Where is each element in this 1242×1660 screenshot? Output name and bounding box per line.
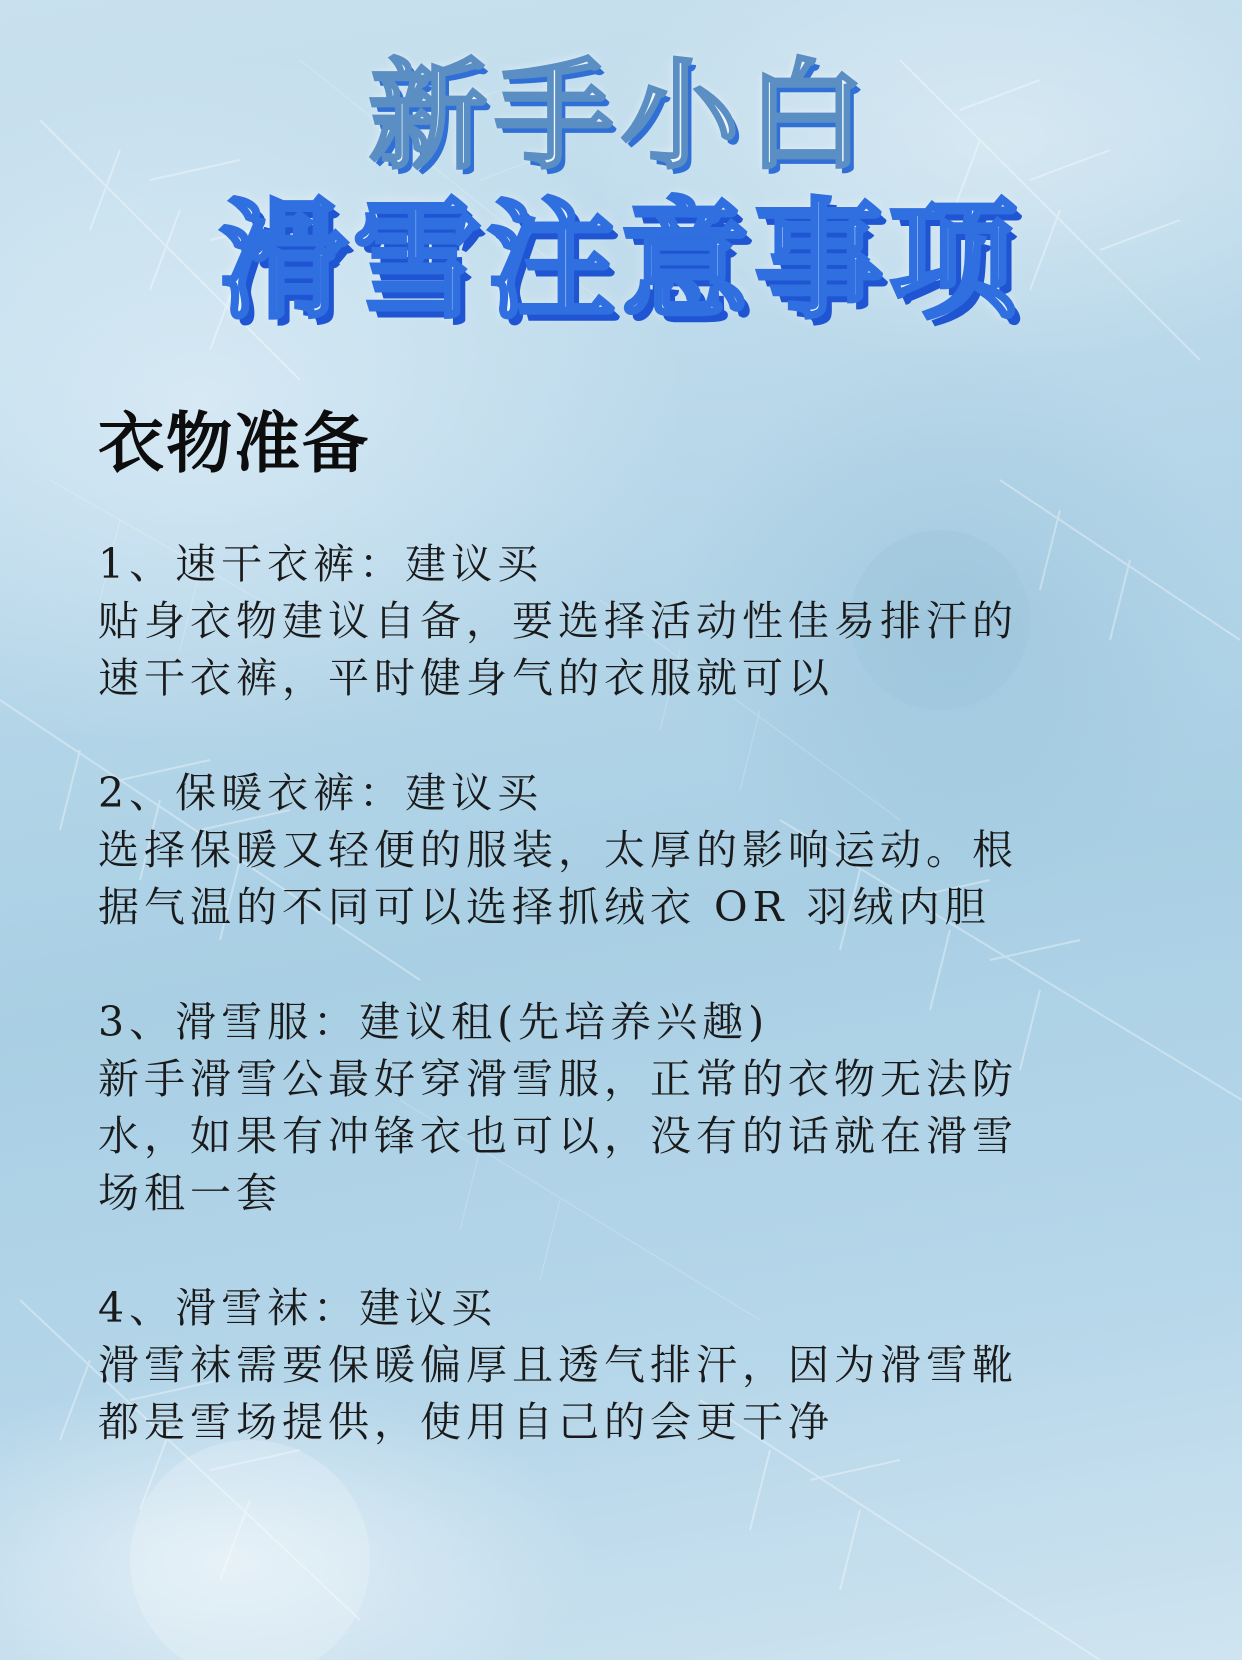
item-text-line: 贴身衣物建议自备，要选择活动性佳易排汗的 (98, 597, 1018, 645)
item-text-line: 水，如果有冲锋衣也可以，没有的话就在滑雪 (98, 1112, 1018, 1160)
item-heading: 3、滑雪服：建议租(先培养兴趣) (98, 998, 770, 1046)
item-text-line: 新手滑雪公最好穿滑雪服，正常的衣物无法防 (98, 1055, 1018, 1103)
list-item (98, 765, 1098, 936)
item-text (98, 822, 1098, 936)
section-title: 衣物准备 (98, 405, 370, 482)
item-text-line: 选择保暖又轻便的服装，太厚的影响运动。根 (98, 826, 1018, 874)
item-text-line: 滑雪袜需要保暖偏厚且透气排汗，因为滑雪靴 (98, 1341, 1018, 1389)
title-line-2: 滑雪注意事项 (218, 187, 1023, 336)
item-heading: 2、保暖衣裤：建议买 (98, 769, 544, 817)
item-text-line: 场租一套 (98, 1169, 282, 1217)
item-list (98, 536, 1098, 1509)
item-text (98, 1337, 1098, 1451)
list-item (98, 994, 1098, 1222)
item-text (98, 593, 1098, 707)
item-text (98, 1051, 1098, 1222)
item-text-line: 速干衣裤，平时健身气的衣服就可以 (98, 654, 834, 702)
list-item (98, 536, 1098, 707)
title-line-1: 新手小白 (368, 47, 873, 185)
list-item (98, 1280, 1098, 1451)
item-text-line: 都是雪场提供，使用自己的会更干净 (98, 1398, 834, 1446)
item-text-line: 据气温的不同可以选择抓绒衣 OR 羽绒内胆 (98, 883, 991, 931)
item-heading: 1、速干衣裤：建议买 (98, 540, 544, 588)
item-heading: 4、滑雪袜：建议买 (98, 1284, 498, 1332)
